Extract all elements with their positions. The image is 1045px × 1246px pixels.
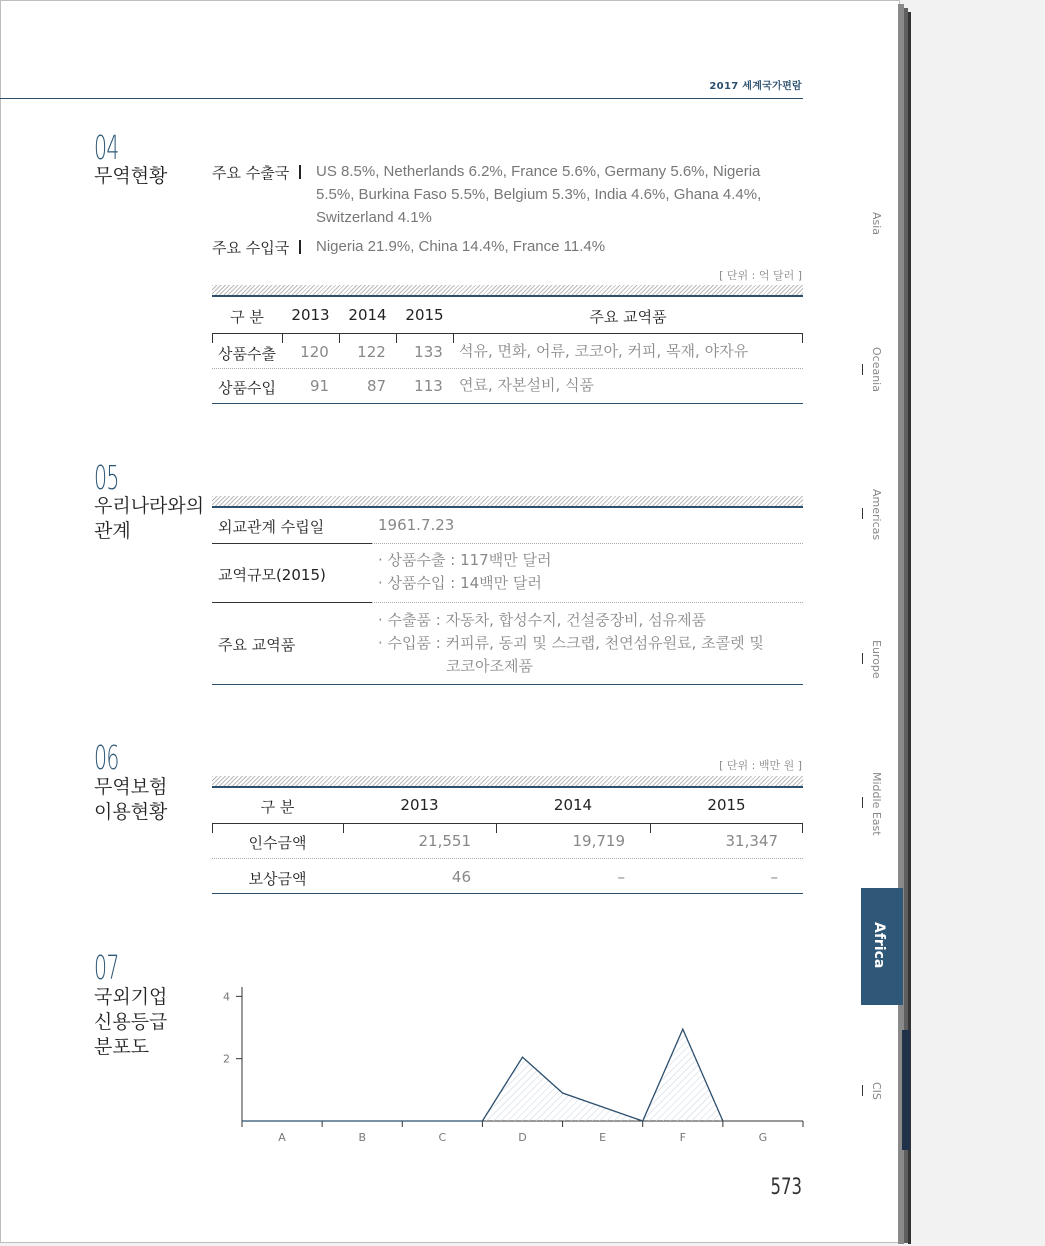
row-divider (212, 368, 803, 369)
row-value: 1961.7.23 (378, 516, 455, 534)
side-tab-cis[interactable]: CIS (870, 1082, 883, 1100)
section-title (94, 494, 204, 544)
side-tab-tick (862, 797, 863, 808)
row-label: 상품수출 (218, 345, 276, 363)
x-tick-label: E (599, 1131, 607, 1144)
side-tab-asia[interactable]: Asia (870, 212, 883, 236)
section-title-line: 우리나라와의 (94, 495, 205, 517)
section-number: 05 (94, 458, 119, 497)
section-title-line: 신용등급 (94, 1011, 168, 1033)
row-label: 인수금액 (248, 834, 307, 852)
import-countries: Nigeria 21.9%, China 14.4%, France 11.4% (316, 238, 606, 255)
side-tab-europe[interactable]: Europe (870, 640, 883, 679)
side-tab-oceania[interactable]: Oceania (870, 347, 883, 392)
row-divider (212, 858, 803, 859)
header-rule (212, 823, 803, 824)
export-line: US 8.5%, Netherlands 6.2%, France 5.6%, Germany 5.6%, Nigeria (316, 163, 761, 180)
table-bottom-rule (212, 403, 803, 404)
side-tab-tick (862, 508, 863, 519)
x-tick-label: F (679, 1131, 686, 1144)
side-tab-middle-east[interactable]: Middle East (870, 772, 883, 836)
x-tick-label: A (278, 1131, 286, 1144)
export-line: Switzerland 4.1% (316, 209, 432, 226)
side-tab-tick (862, 364, 863, 375)
table-bottom-rule (212, 684, 803, 685)
page-edge-tab (902, 1030, 910, 1150)
row-label: 주요 교역품 (218, 636, 296, 654)
header-rule (0, 98, 803, 99)
column-tick (396, 333, 397, 343)
section-title (94, 775, 167, 825)
column-tick (802, 333, 803, 343)
section-title-line: 분포도 (94, 1036, 150, 1058)
table-bottom-rule (212, 893, 803, 894)
side-tab-label: Africa (871, 922, 887, 969)
value-line: 코코아조제품 (446, 657, 533, 675)
row-divider (372, 602, 803, 603)
export-line: 5.5%, Burkina Faso 5.5%, Belgium 5.3%, India 4.6%, Ghana 4.4%, (316, 186, 762, 203)
section-title-line: 국외기업 (94, 986, 168, 1008)
side-tab-tick (862, 653, 863, 664)
export-label (212, 162, 301, 183)
cell-value: 87 (366, 377, 387, 395)
section-title: 무역현황 (94, 165, 168, 187)
table-header: 2013 (291, 306, 330, 324)
y-tick-label: 2 (223, 1052, 230, 1066)
import-label-text: 주요 수입국 (212, 239, 290, 257)
column-tick (282, 333, 283, 343)
column-tick (453, 333, 454, 343)
cell-value: 113 (414, 377, 443, 395)
side-tab-africa[interactable] (861, 888, 903, 1005)
section-number: 04 (94, 128, 119, 167)
section-title-line: 무역보험 (94, 776, 168, 798)
unit-label: [ 단위 : 백만 원 ] (719, 759, 802, 772)
row-divider (372, 543, 803, 544)
export-label-text: 주요 수출국 (212, 164, 290, 182)
label-divider (299, 240, 301, 254)
x-tick-label: G (758, 1131, 768, 1144)
header-rule (212, 333, 803, 334)
credit-rating-chart (210, 980, 810, 1150)
cell-items: 연료, 자본설비, 식품 (459, 376, 594, 394)
side-tab-tick (862, 1085, 863, 1096)
table-header: 2015 (707, 796, 746, 814)
cell-value: 19,719 (572, 832, 625, 850)
row-value (378, 609, 764, 678)
y-tick-label: 4 (223, 990, 230, 1004)
table-header: 2014 (348, 306, 387, 324)
row-label: 상품수입 (218, 379, 276, 397)
row-label: 교역규모(2015) (218, 566, 326, 584)
section-title (94, 985, 167, 1060)
series-area (242, 1029, 723, 1121)
cell-items: 석유, 면화, 어류, 코코아, 커피, 목재, 야자유 (459, 342, 749, 360)
import-label (212, 237, 301, 258)
cell-value: – (617, 868, 625, 886)
table-header: 2014 (553, 796, 593, 814)
table-top-rule (212, 285, 803, 297)
value-line: · 수입품 : 커피류, 동괴 및 스크랩, 천연섬유원료, 초콜렛 및 (378, 634, 764, 652)
label-rule (212, 543, 372, 544)
section-number: 07 (94, 948, 119, 987)
unit-label: [ 단위 : 억 달러 ] (719, 269, 802, 282)
table-top-rule (212, 496, 803, 508)
x-tick-label: B (358, 1131, 366, 1144)
label-divider (299, 165, 301, 179)
page-number: 573 (770, 1175, 802, 1200)
label-rule (212, 602, 372, 603)
section-number: 06 (94, 738, 119, 777)
value-line: · 수출품 : 자동차, 합성수지, 건설중장비, 섬유제품 (378, 611, 707, 629)
x-tick-label: D (518, 1131, 527, 1144)
column-tick (339, 333, 340, 343)
cell-value: 133 (414, 343, 443, 361)
column-tick (802, 823, 803, 833)
cell-value: 31,347 (725, 832, 778, 850)
export-countries (316, 160, 761, 229)
side-tab-americas[interactable]: Americas (870, 489, 883, 541)
row-label: 외교관계 수립일 (218, 518, 325, 536)
row-label: 보상금액 (248, 870, 307, 888)
table-header: 2013 (400, 796, 439, 814)
table-header: 주요 교역품 (589, 308, 667, 326)
cell-value: – (770, 868, 778, 886)
table-header: 2015 (405, 306, 444, 324)
x-tick-label: C (438, 1131, 447, 1144)
column-tick (212, 333, 213, 343)
cell-value: 46 (451, 868, 471, 886)
header-title: 2017 세계국가편람 (709, 81, 802, 92)
section-title-line: 이용현황 (94, 801, 168, 823)
cell-value: 91 (309, 377, 330, 395)
value-line: · 상품수출 : 117백만 달러 (378, 551, 552, 569)
cell-value: 122 (357, 343, 386, 361)
section-title-line: 관계 (94, 520, 131, 542)
table-top-rule (212, 776, 803, 788)
table-header: 구 분 (260, 798, 295, 816)
table-header: 구 분 (230, 308, 264, 326)
row-value (378, 549, 551, 595)
value-line: · 상품수입 : 14백만 달러 (378, 574, 542, 592)
cell-value: 120 (300, 343, 329, 361)
cell-value: 21,551 (418, 832, 471, 850)
